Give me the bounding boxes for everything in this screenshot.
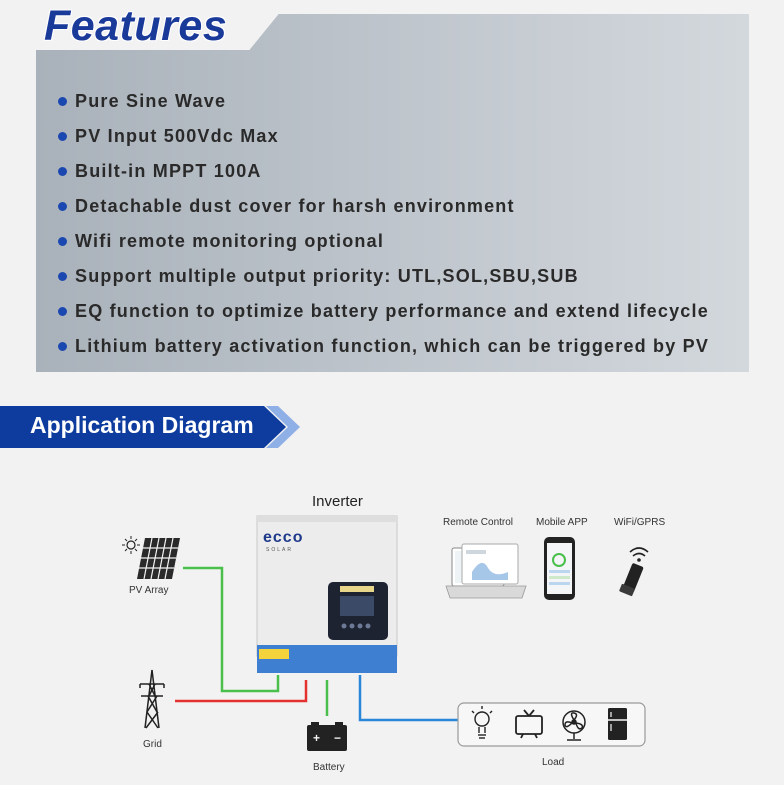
feature-text: Detachable dust cover for harsh environment bbox=[75, 196, 515, 216]
svg-text:+: + bbox=[313, 731, 321, 745]
feature-text: Wifi remote monitoring optional bbox=[75, 231, 385, 251]
fridge-icon bbox=[608, 708, 627, 740]
feature-text: Built-in MPPT 100A bbox=[75, 161, 262, 181]
grid-tower-icon bbox=[140, 670, 164, 728]
battery-label: Battery bbox=[313, 762, 345, 773]
brand-sub: SOLAR bbox=[266, 547, 293, 553]
feature-text: Pure Sine Wave bbox=[75, 91, 227, 111]
pv-array-label: PV Array bbox=[129, 585, 169, 596]
remote-control-label: Remote Control bbox=[443, 517, 514, 528]
feature-text: PV Input 500Vdc Max bbox=[75, 126, 279, 146]
inverter-label: Inverter bbox=[312, 493, 363, 510]
load-label: Load bbox=[542, 757, 565, 768]
feature-text: Lithium battery activation function, which can be triggered by PV bbox=[75, 336, 710, 356]
battery-icon bbox=[307, 722, 347, 751]
wifi-gprs-label: WiFi/GPRS bbox=[614, 517, 666, 528]
solar-panel-icon bbox=[122, 536, 180, 579]
phone-icon bbox=[544, 537, 575, 600]
feature-text: EQ function to optimize battery performance and extend lifecycle bbox=[75, 301, 709, 321]
features-title: Features bbox=[44, 2, 228, 50]
brand-logo: ecco bbox=[263, 529, 304, 546]
laptop-icon bbox=[446, 544, 526, 598]
feature-text: Support multiple output priority: UTL,SOL,SBU,SUB bbox=[75, 266, 579, 286]
wifi-dongle-icon bbox=[619, 548, 648, 596]
mobile-app-label: Mobile APP bbox=[536, 517, 588, 528]
grid-label: Grid bbox=[143, 739, 162, 750]
application-title: Application Diagram bbox=[30, 412, 254, 438]
svg-text:−: − bbox=[334, 731, 342, 745]
load-line bbox=[360, 675, 458, 720]
